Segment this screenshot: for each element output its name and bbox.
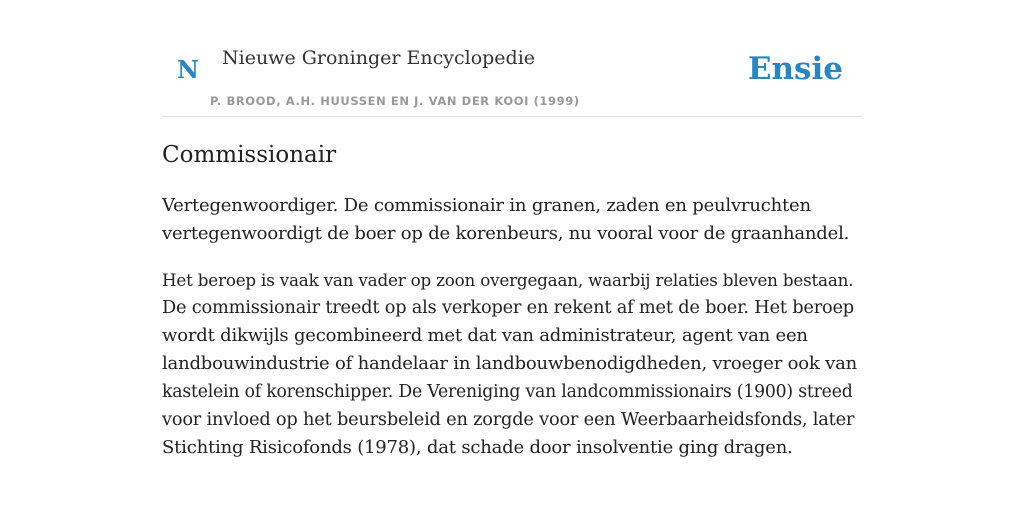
entry-paragraph [162,266,862,462]
book-authors: P. BROOD, A.H. HUUSSEN EN J. VAN DER KOOI (1999) [210,94,580,108]
paragraph-line: wordt dikwijls gecombineerd met dat van administrateur, agent van een [162,325,808,346]
paragraph-line: landbouwindustrie of handelaar in landbouwbenodigdheden, vroeger ook van [162,353,858,374]
book-title-link[interactable]: Nieuwe Groninger Encyclopedie [222,47,536,69]
paragraph-line: voor invloed op het beursbeleid en zorgde voor een Weerbaarheidsfonds, later [162,410,855,430]
site-header [162,0,862,117]
paragraph-line: Stichting Risicofonds (1978), dat schade door insolventie ging dragen. [162,437,793,458]
paragraph-line: Vertegenwoordiger. De commissionair in granen, zaden en peulvruchten [162,195,811,216]
paragraph-line: kastelein of korenschipper. De Vereniging van landcommissionairs (1900) streed [162,382,853,402]
book-logo-icon[interactable]: N [177,55,199,84]
paragraph-line: Het beroep is vaak van vader op zoon overgegaan, waarbij relaties bleven bestaan. [162,270,854,290]
paragraph-line: De commissionair treedt op als verkoper en rekent af met de boer. Het beroep [162,298,854,318]
entry-paragraph [162,192,862,248]
entry-title: Commissionair [162,142,337,168]
ensie-logo-link[interactable]: Ensie [747,51,843,87]
paragraph-line: vertegenwoordigt de boer op de korenbeurs, nu vooral voor de graanhandel. [162,223,850,244]
entry-body [162,192,862,480]
